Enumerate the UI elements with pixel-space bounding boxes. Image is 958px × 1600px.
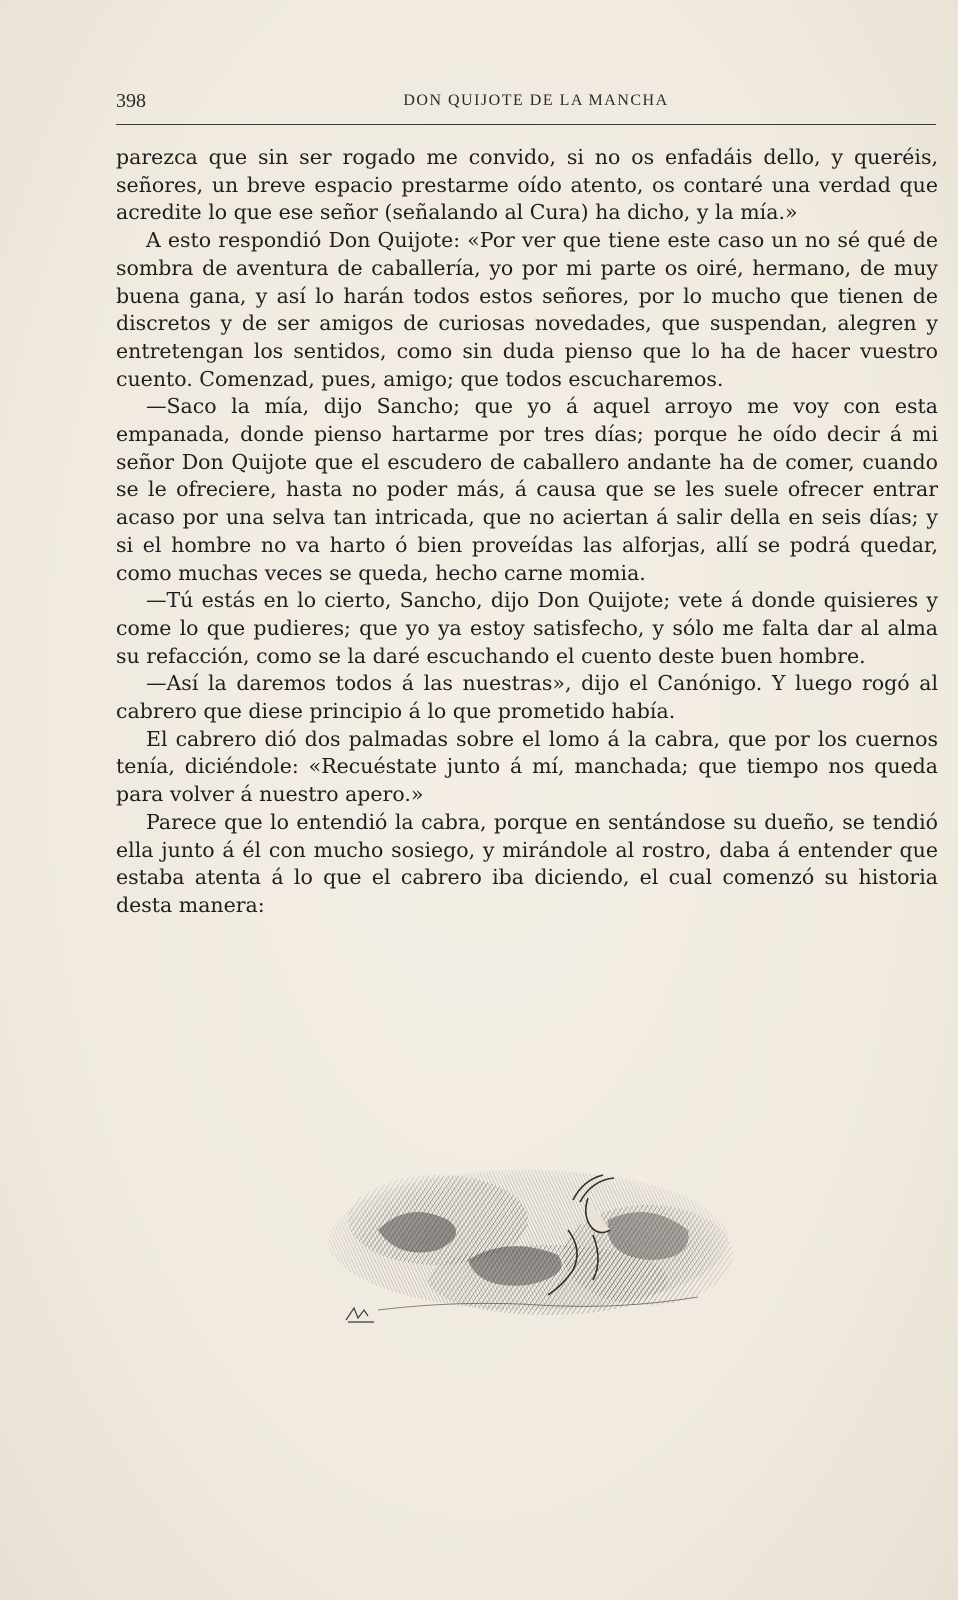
goat-vignette-illustration [318, 1160, 738, 1340]
paragraph: parezca que sin ser rogado me convido, si no os enfadáis dello, y queréis, señores, un breve espacio prestarme oído atento, os contaré una verdad que acredite lo que ese señor (señalando al Cura) ha dicho, y la mía.» [116, 145, 938, 225]
paragraph: Parece que lo entendió la cabra, porque en sentándose su dueño, se tendió ella junto á él con mucho sosiego, y mirándole al rostro, daba á entender que estaba atenta á lo que el cabrero iba diciendo, el cual comenzó su historia desta manera: [116, 809, 938, 917]
body-text [116, 144, 938, 920]
header-rule [116, 124, 936, 125]
running-title: DON QUIJOTE DE LA MANCHA [403, 92, 669, 109]
page-number: 398 [116, 90, 146, 112]
paragraph: —Tú estás en lo cierto, Sancho, dijo Don Quijote; vete á donde quisieres y come lo que pudieres; que yo ya estoy satisfecho, y sólo me falta dar al alma su refacción, como se la daré escuchando el cuento deste buen hombre. [116, 588, 938, 668]
paragraph: —Así la daremos todos á las nuestras», dijo el Canónigo. Y luego rogó al cabrero que diese principio á lo que prometido había. [116, 671, 938, 724]
paragraph: A esto respondió Don Quijote: «Por ver que tiene este caso un no sé qué de sombra de aventura de caballería, yo por mi parte os oiré, hermano, de muy buena gana, y así lo harán todos estos señores, por lo mucho que tienen de discretos y de ser amigos de curiosas novedades, que suspendan, alegren y entretengan los sentidos, como sin duda pienso que lo ha de hacer vuestro cuento. Comenzad, pues, amigo; que todos escucharemos. [116, 228, 938, 391]
paragraph: El cabrero dió dos palmadas sobre el lomo á la cabra, que por los cuernos tenía, diciéndole: «Recuéstate junto á mí, manchada; que tiempo nos queda para volver á nuestro apero.» [116, 726, 938, 807]
page-header [116, 90, 936, 114]
paragraph: —Saco la mía, dijo Sancho; que yo á aquel arroyo me voy con esta empanada, donde pienso hartarme por tres días; porque he oído decir á mi señor Don Quijote que el escudero de caballero andante ha de comer, cuando se le ofreciere, hasta no poder más, á causa que se les suele ofrecer entrar acaso por una selva tan intricada, que no aciertan á salir della en seis días; y si el hombre no va harto ó bien proveídas las alforjas, allí se podrá quedar, como muchas veces se queda, hecho carne momia. [116, 394, 938, 585]
